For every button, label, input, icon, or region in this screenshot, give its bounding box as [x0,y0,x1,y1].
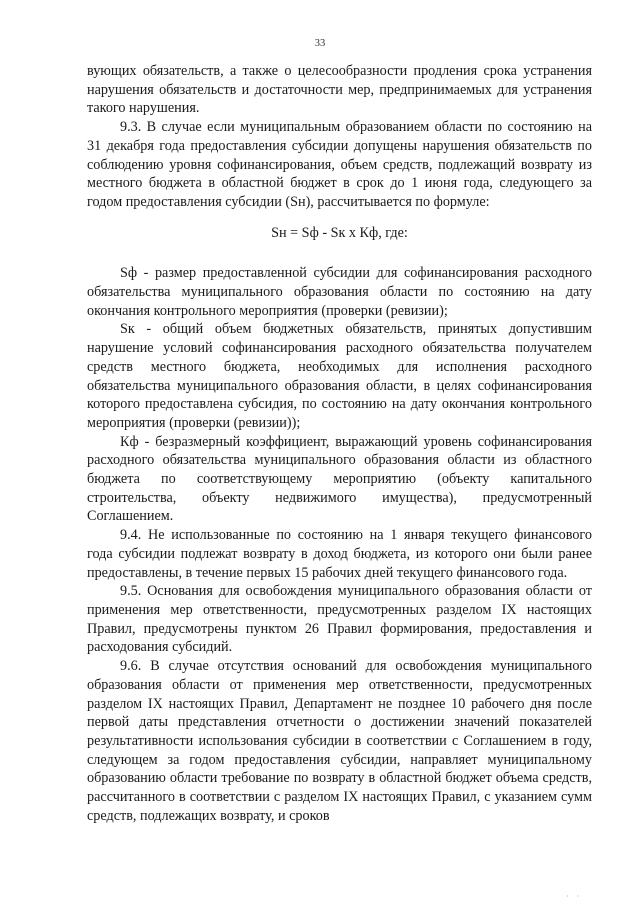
formula: Sн = Sф - Sк х Кф, где: [271,224,408,241]
page-number: 33 [314,38,326,49]
document-body [87,62,592,825]
paragraph-continuation: вующих обязательств, а также о целесообразности продления срока устранения нарушения обязательств и достаточности мер, предпринимаемых для устранения такого нарушения. [87,63,592,117]
definition-sk: Sк - общий объем бюджетных обязательств, принятых допустившим нарушение условий софинансирования расходного обязательства получателем средств местного бюджета, необходимых для исполнения расходного обязательства муниципального образования области, в целях софинансирования которого предоставлена субсидия, по состоянию на дату окончания контрольного мероприятия (проверки (ревизии)); [87,321,592,431]
paragraph-9-4: 9.4. Не использованные по состоянию на 1 января текущего финансового года субсидии подлежат возврату в доход бюджета, из которого они были ранее предоставлены, в течение первых 15 рабочих дней текущего финансового года. [87,527,592,581]
definition-kf: Кф - безразмерный коэффициент, выражающий уровень софинансирования расходного обязательства муниципального образования области из областного бюджета по соответствующему мероприятию (объекту капитального строительства, объекту недвижимого имущества), предусмотренный Соглашением. [87,433,592,525]
definition-sf: Sф - размер предоставленной субсидии для софинансирования расходного обязательства муниципального образования области по состоянию на дату окончания контрольного мероприятия (проверки (ревизии); [87,265,592,319]
scan-mark: · · [566,892,583,901]
paragraph-9-5: 9.5. Основания для освобождения муниципального образования области от применения мер ответственности, предусмотренных разделом IX настоящих Правил, предусмотрены пунктом 26 Правил формирования, предоставления и расходования субсидий. [87,583,592,656]
paragraph-9-6: 9.6. В случае отсутствия оснований для освобождения муниципального образования области от применения мер ответственности, предусмотренных разделом IX настоящих Правил, Департамент не позднее 10 рабочего дня после первой даты представления отчетности о достижении значений показателей результативности использования субсидии в соответствии с Соглашением в году, следующем за годом предоставления субсидии, направляет муниципальному образованию области требование по возврату в областной бюджет объема средств, рассчитанного в соответствии с разделом IX настоящих Правил, с указанием сумм средств, подлежащих возврату, и сроков [87,658,592,824]
paragraph-9-3: 9.3. В случае если муниципальным образованием области по состоянию на 31 декабря года предоставления субсидии допущены нарушения обязательств по соблюдению уровня софинансирования, объем средств, подлежащий возврату из местного бюджета в областной бюджет в срок до 1 июня года, следующего за годом предоставления субсидии (Sн), рассчитывается по формуле: [87,119,592,210]
